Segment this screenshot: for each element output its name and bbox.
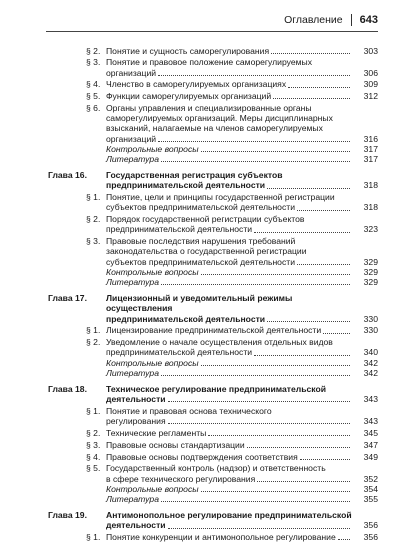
toc-title-line: Понятие и правовая основа технического	[106, 406, 272, 417]
dot-leader	[297, 210, 350, 211]
toc-title-line: субъектов предпринимательской деятельности	[106, 202, 295, 213]
toc-aux-item	[48, 154, 378, 164]
toc-entry-title	[106, 46, 378, 56]
toc-entry-title	[106, 91, 378, 101]
dot-leader	[168, 423, 350, 424]
dot-leader	[267, 321, 350, 322]
toc-page-number: 330	[363, 313, 378, 324]
toc-entry-title	[106, 57, 378, 77]
toc-entry-number: § 2.	[86, 45, 101, 56]
toc-aux-item	[48, 494, 378, 504]
toc-page-number: 317	[363, 154, 378, 164]
toc-title-line: Понятие, цели и принципы государственной регистрации	[106, 192, 335, 203]
header-title: Оглавление	[284, 14, 343, 26]
toc-page-number: 356	[363, 532, 378, 543]
toc-entry-number: § 4.	[86, 79, 101, 90]
toc-entry-number: § 3.	[86, 236, 101, 247]
toc-title-line: Уведомление о начале осуществления отдельных видов	[106, 337, 333, 348]
toc-title-line: Контрольные вопросы	[106, 483, 199, 494]
toc-entry-title	[106, 452, 378, 462]
toc-title-line: Контрольные вопросы	[106, 266, 199, 277]
toc-entry-title	[106, 79, 378, 89]
toc-section	[48, 337, 378, 357]
toc-page-number: 356	[363, 520, 378, 531]
toc-entry-title	[106, 406, 378, 426]
toc-entry-number: Глава 16.	[48, 170, 87, 181]
toc-title-line: Государственный контроль (надзор) и ответственность	[106, 463, 326, 474]
toc-section	[48, 236, 378, 267]
toc-page-number: 323	[363, 224, 378, 235]
dot-leader	[247, 447, 350, 448]
toc-page-number: 329	[363, 266, 378, 277]
toc-title-line: Понятие конкуренции и антимонопольное регулирование	[106, 532, 336, 543]
toc-section	[48, 57, 378, 77]
toc-page-number: 317	[363, 143, 378, 154]
header-page-number: 643	[359, 14, 378, 26]
toc-entry-title	[106, 494, 378, 504]
toc-entry-title	[106, 277, 378, 287]
toc-title-line: Порядок государственной регистрации субъектов	[106, 214, 305, 225]
toc-title-line: организаций	[106, 133, 157, 144]
toc-title-line: Антимонопольное регулирование предпринимательской	[106, 510, 352, 521]
toc-title-line: Государственная регистрация субъектов	[106, 170, 283, 181]
toc-entry-title	[106, 144, 378, 154]
dot-leader	[254, 355, 350, 356]
toc-entry-title	[106, 192, 378, 212]
toc-page-number: 318	[363, 202, 378, 213]
toc-section	[48, 46, 378, 56]
toc-chapter	[48, 510, 378, 530]
toc-title-line: Правовые основы стандартизации	[106, 439, 245, 450]
toc-entry-title	[106, 358, 378, 368]
toc-entry-title	[106, 337, 378, 357]
dot-leader	[257, 481, 350, 482]
header-separator	[351, 14, 352, 26]
toc-entry-title	[106, 428, 378, 438]
toc-page-number: 316	[363, 133, 378, 144]
toc-entry-title	[106, 532, 378, 542]
header-rule	[46, 31, 378, 32]
toc-entry-number: § 4.	[86, 451, 101, 462]
toc-entry-title	[106, 293, 378, 324]
toc-title-line: предпринимательской деятельности	[106, 313, 266, 324]
toc-chapter	[48, 384, 378, 404]
toc-entry-number: § 2.	[86, 428, 101, 439]
toc-title-line: Понятие и правовое положение саморегулируемых	[106, 57, 313, 68]
toc-page-number: 342	[363, 357, 378, 368]
toc-title-line: деятельности	[106, 394, 166, 405]
toc-aux-item	[48, 144, 378, 154]
toc-section	[48, 440, 378, 450]
dot-leader	[161, 284, 350, 285]
dot-leader	[158, 141, 350, 142]
dot-leader	[168, 401, 350, 402]
toc-entry-title	[106, 236, 378, 267]
toc-entry-title	[106, 103, 378, 144]
toc-section	[48, 406, 378, 426]
toc-chapter	[48, 170, 378, 190]
toc-page-number: 355	[363, 494, 378, 505]
toc-title-line: Членство в саморегулируемых организациях	[106, 79, 287, 90]
toc-page-number: 312	[363, 91, 378, 102]
toc-page-number: 303	[363, 45, 378, 56]
toc-title-line: Технические регламенты	[106, 428, 207, 439]
toc-entry-title	[106, 368, 378, 378]
toc-title-line: Техническое регулирование предпринимательской	[106, 384, 327, 395]
toc-entry-number: § 1.	[86, 406, 101, 417]
dot-leader	[168, 528, 350, 529]
toc-entry-title	[106, 463, 378, 483]
toc-entry-title	[106, 170, 378, 190]
toc-title-line: законодательства о государственной регистрации	[106, 246, 307, 257]
toc-entry-title	[106, 440, 378, 450]
toc-page-number: 343	[363, 394, 378, 405]
toc-page-number: 354	[363, 483, 378, 494]
toc-section	[48, 91, 378, 101]
toc-page-number: 306	[363, 67, 378, 78]
dot-leader	[208, 435, 350, 436]
toc-entry-number: § 5.	[86, 91, 101, 102]
toc-title-line: Лицензирование предпринимательской деятельности	[106, 325, 322, 336]
toc-page-number: 347	[363, 439, 378, 450]
toc-page-number: 340	[363, 347, 378, 358]
toc-entry-number: Глава 19.	[48, 510, 87, 521]
toc-entry-number: § 5.	[86, 463, 101, 474]
toc-title-line: субъектов предпринимательской деятельности	[106, 256, 295, 267]
toc-title-line: предпринимательской деятельности	[106, 347, 253, 358]
dot-leader	[201, 151, 350, 152]
table-of-contents	[48, 44, 378, 542]
dot-leader	[267, 188, 350, 189]
toc-title-line: Литература	[106, 367, 159, 378]
toc-title-line: Контрольные вопросы	[106, 143, 199, 154]
toc-entry-number: § 2.	[86, 214, 101, 225]
toc-title-line: саморегулируемых организаций. Меры дисциплинарных	[106, 113, 333, 124]
dot-leader	[271, 53, 350, 54]
toc-page-number: 318	[363, 180, 378, 191]
dot-leader	[161, 375, 350, 376]
toc-aux-item	[48, 267, 378, 277]
dot-leader	[297, 264, 350, 265]
toc-chapter	[48, 293, 378, 324]
toc-aux-item	[48, 358, 378, 368]
toc-title-line: Правовые последствия нарушения требований	[106, 236, 296, 247]
toc-title-line: Контрольные вопросы	[106, 357, 199, 368]
toc-entry-number: § 1.	[86, 325, 101, 336]
toc-title-line: Литература	[106, 154, 159, 164]
toc-section	[48, 452, 378, 462]
toc-entry-title	[106, 484, 378, 494]
dot-leader	[158, 75, 350, 76]
toc-entry-title	[106, 154, 378, 164]
toc-entry-title	[106, 384, 378, 404]
toc-page-number: 352	[363, 473, 378, 484]
toc-entry-title	[106, 214, 378, 234]
toc-aux-item	[48, 484, 378, 494]
dot-leader	[288, 87, 350, 88]
toc-page-number: 342	[363, 367, 378, 378]
toc-title-line: Органы управления и специализированные органы	[106, 102, 312, 113]
dot-leader	[161, 161, 350, 162]
dot-leader	[201, 274, 350, 275]
running-header	[284, 14, 378, 26]
toc-entry-title	[106, 510, 378, 530]
dot-leader	[300, 459, 350, 460]
dot-leader	[161, 501, 350, 502]
toc-title-line: Литература	[106, 494, 159, 505]
toc-aux-item	[48, 277, 378, 287]
toc-page-number: 345	[363, 428, 378, 439]
toc-title-line: Литература	[106, 277, 159, 288]
toc-title-line: Понятие и сущность саморегулирования	[106, 45, 270, 56]
toc-aux-item	[48, 368, 378, 378]
toc-page-number: 309	[363, 79, 378, 90]
toc-entry-number: Глава 17.	[48, 293, 87, 304]
toc-entry-number: § 1.	[86, 532, 101, 543]
toc-page-number: 343	[363, 416, 378, 427]
toc-title-line: Функции саморегулируемых организаций	[106, 91, 272, 102]
dot-leader	[201, 491, 350, 492]
toc-entry-title	[106, 267, 378, 277]
toc-section	[48, 532, 378, 542]
toc-page-number: 329	[363, 277, 378, 288]
toc-entry-number: § 6.	[86, 102, 101, 113]
toc-title-line: предпринимательской деятельности	[106, 224, 253, 235]
toc-title-line: предпринимательской деятельности	[106, 180, 266, 191]
toc-title-line: в сфере технического регулирования	[106, 473, 256, 484]
toc-title-line: Правовые основы подтверждения соответствия	[106, 451, 298, 462]
dot-leader	[273, 98, 350, 99]
toc-section	[48, 428, 378, 438]
toc-page-number: 330	[363, 325, 378, 336]
toc-entry-number: § 3.	[86, 57, 101, 68]
toc-section	[48, 192, 378, 212]
toc-title-line: организаций	[106, 67, 157, 78]
toc-page-number: 349	[363, 451, 378, 462]
toc-section	[48, 79, 378, 89]
dot-leader	[254, 232, 350, 233]
toc-title-line: регулирования	[106, 416, 166, 427]
toc-entry-number: Глава 18.	[48, 384, 87, 395]
toc-section	[48, 214, 378, 234]
toc-section	[48, 103, 378, 144]
toc-entry-title	[106, 325, 378, 335]
toc-entry-number: § 2.	[86, 337, 101, 348]
dot-leader	[323, 333, 350, 334]
toc-section	[48, 325, 378, 335]
toc-title-line: деятельности	[106, 520, 166, 531]
toc-entry-number: § 3.	[86, 439, 101, 450]
toc-title-line: взысканий, налагаемые на членов саморегулируемых	[106, 123, 323, 134]
dot-leader	[338, 539, 350, 540]
toc-page-number: 329	[363, 256, 378, 267]
toc-section	[48, 463, 378, 483]
toc-title-line: Лицензионный и уведомительный режимы осуществления	[106, 293, 293, 314]
dot-leader	[201, 365, 350, 366]
toc-entry-number: § 1.	[86, 192, 101, 203]
